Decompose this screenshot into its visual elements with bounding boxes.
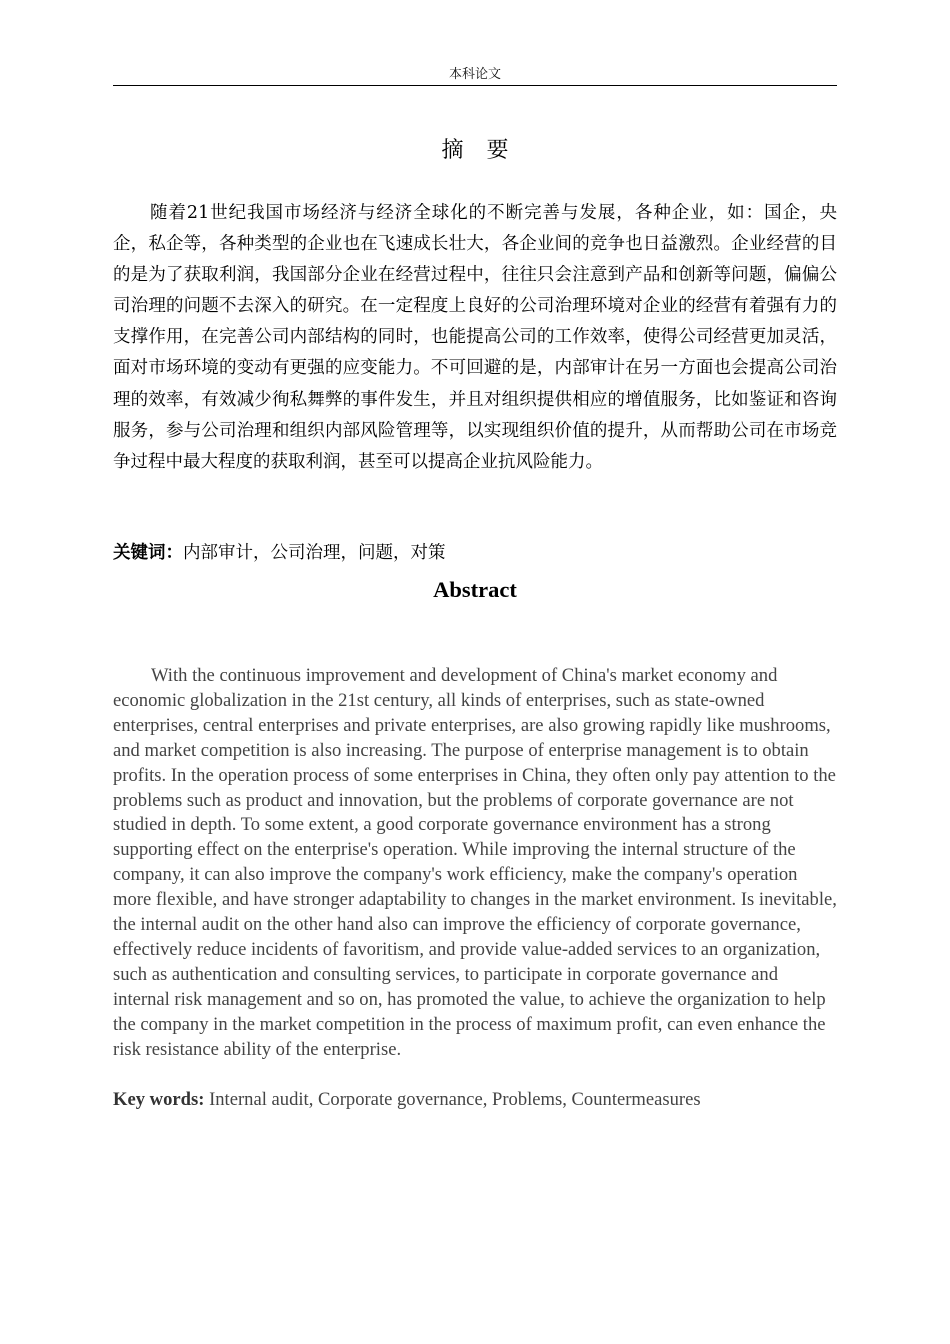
keywords-en [113, 1087, 837, 1112]
abstract-cn-body: 随着21世纪我国市场经济与经济全球化的不断完善与发展，各种企业，如：国企，央企，私企等，各种类型的企业也在飞速成长壮大，各企业间的竞争也日益激烈。企业经营的目的是为了获取利润，我国部分企业在经营过程中，往往只会注意到产品和创新等问题，偏偏公司治理的问题不去深入的研究。在一定程度上良好的公司治理环境对企业的经营有着强有力的支撑作用，在完善公司内部结构的同时，也能提高公司的工作效率，使得公司经营更加灵活，面对市场环境的变动有更强的应变能力。不可回避的是，内部审计在另一方面也会提高公司治理的效率，有效减少徇私舞弊的事件发生，并且对组织提供相应的增值服务，比如鉴证和咨询服务，参与公司治理和组织内部风险管理等，以实现组织价值的提升，从而帮助公司在市场竞争过程中最大程度的获取利润，甚至可以提高企业抗风险能力。 [113, 203, 837, 472]
keywords-cn [113, 539, 837, 567]
keywords-cn-values: 内部审计，公司治理，问题，对策 [183, 543, 446, 563]
header-divider [113, 85, 837, 86]
keywords-cn-label: 关键词： [113, 543, 183, 563]
keywords-en-label: Key words: [113, 1089, 205, 1110]
abstract-en-body: With the continuous improvement and development of China's market economy and economic globalization in the 21st century, all kinds of enterprises, such as state-owned enterprises, central enterprises and private enterprises, are also growing rapidly like mushrooms, and market competition is also increasing. The purpose of enterprise management is to obtain profits. In the operation process of some enterprises in China, they often only pay attention to the problems such as product and innovation, but the problems of corporate governance are not studied in depth. To some extent, a good corporate governance environment has a strong supporting effect on the enterprise's operation. While improving the internal structure of the company, it can also improve the company's work efficiency, make the company's operation more flexible, and have stronger adaptability to changes in the market environment. Is inevitable, the internal audit on the other hand also can improve the efficiency of corporate governance, effectively reduce incidents of favoritism, and provide value-added services to an organization, such as authentication and consulting services, to participate in corporate governance and internal risk management and so on, has promoted the value, to achieve the organization to help the company in the market competition in the process of maximum profit, can even enhance the risk resistance ability of the enterprise. [113, 665, 837, 1060]
running-header: 本科论文 [448, 67, 501, 82]
abstract-cn-title: 摘 要 [441, 138, 517, 163]
abstract-en-title: Abstract [433, 577, 517, 602]
keywords-en-values: Internal audit, Corporate governance, Problems, Countermeasures [204, 1089, 701, 1110]
